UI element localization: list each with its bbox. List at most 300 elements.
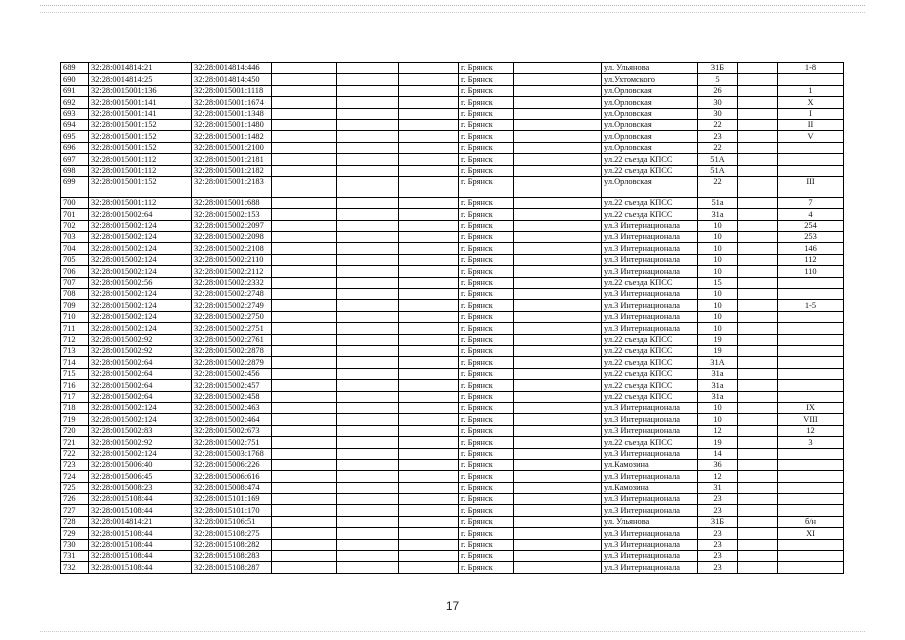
empty-cell: [738, 380, 778, 391]
object-cadastral-cell: 32:28:0015002:463: [192, 402, 272, 413]
house-number-cell: 12: [698, 425, 738, 436]
page-number: 17: [445, 599, 460, 613]
city-cell: г. Брянск: [459, 63, 514, 74]
empty-cell: [514, 232, 602, 243]
parcel-cadastral-cell: 32:28:0015002:92: [89, 334, 192, 345]
empty-cell: [272, 551, 337, 562]
street-cell: ул.3 Интернационала: [602, 323, 698, 334]
empty-cell: [337, 209, 399, 220]
table-row: [61, 209, 844, 220]
empty-cell: [399, 334, 459, 345]
city-cell: г. Брянск: [459, 516, 514, 527]
table-row: [61, 165, 844, 176]
empty-cell: [272, 142, 337, 153]
empty-cell: [337, 505, 399, 516]
street-cell: ул.Орловская: [602, 108, 698, 119]
empty-cell: [738, 165, 778, 176]
object-cadastral-cell: 32:28:0015002:2879: [192, 357, 272, 368]
row-number-cell: 705: [61, 254, 89, 265]
apartment-cell: [778, 391, 844, 402]
object-cadastral-cell: 32:28:0014814:446: [192, 63, 272, 74]
parcel-cadastral-cell: 32:28:0015001:141: [89, 108, 192, 119]
street-cell: ул.22 съезда КПСС: [602, 334, 698, 345]
apartment-cell: 1: [778, 85, 844, 96]
empty-cell: [514, 539, 602, 550]
parcel-cadastral-cell: 32:28:0015001:112: [89, 154, 192, 165]
empty-cell: [272, 243, 337, 254]
empty-cell: [514, 243, 602, 254]
street-cell: ул.22 съезда КПСС: [602, 277, 698, 288]
house-number-cell: 26: [698, 85, 738, 96]
house-number-cell: 23: [698, 505, 738, 516]
row-number-cell: 700: [61, 197, 89, 208]
empty-cell: [337, 197, 399, 208]
empty-cell: [399, 97, 459, 108]
table-row: [61, 119, 844, 130]
city-cell: г. Брянск: [459, 74, 514, 85]
parcel-cadastral-cell: 32:28:0015001:141: [89, 97, 192, 108]
empty-cell: [738, 209, 778, 220]
street-cell: ул.22 съезда КПСС: [602, 165, 698, 176]
empty-cell: [738, 154, 778, 165]
apartment-cell: [778, 368, 844, 379]
object-cadastral-cell: 32:28:0015108:283: [192, 551, 272, 562]
street-cell: ул.3 Интернационала: [602, 311, 698, 322]
street-cell: ул.22 съезда КПСС: [602, 391, 698, 402]
parcel-cadastral-cell: 32:28:0015002:92: [89, 345, 192, 356]
table-row: [61, 254, 844, 265]
city-cell: г. Брянск: [459, 209, 514, 220]
empty-cell: [738, 300, 778, 311]
object-cadastral-cell: 32:28:0015002:751: [192, 437, 272, 448]
object-cadastral-cell: 32:28:0015001:2181: [192, 154, 272, 165]
row-number-cell: 691: [61, 85, 89, 96]
empty-cell: [514, 516, 602, 527]
empty-cell: [738, 232, 778, 243]
object-cadastral-cell: 32:28:0015002:2110: [192, 254, 272, 265]
empty-cell: [514, 119, 602, 130]
empty-cell: [337, 357, 399, 368]
apartment-cell: [778, 482, 844, 493]
city-cell: г. Брянск: [459, 471, 514, 482]
house-number-cell: 31а: [698, 209, 738, 220]
table-row: [61, 391, 844, 402]
row-number-cell: 692: [61, 97, 89, 108]
city-cell: г. Брянск: [459, 562, 514, 573]
house-number-cell: 12: [698, 471, 738, 482]
city-cell: г. Брянск: [459, 300, 514, 311]
empty-cell: [337, 176, 399, 197]
table-row: [61, 289, 844, 300]
row-number-cell: 713: [61, 345, 89, 356]
street-cell: ул.22 съезда КПСС: [602, 345, 698, 356]
row-number-cell: 728: [61, 516, 89, 527]
empty-cell: [272, 459, 337, 470]
house-number-cell: 5: [698, 74, 738, 85]
apartment-cell: 146: [778, 243, 844, 254]
row-number-cell: 724: [61, 471, 89, 482]
parcel-cadastral-cell: 32:28:0015006:40: [89, 459, 192, 470]
table-row: [61, 505, 844, 516]
table-row: [61, 63, 844, 74]
house-number-cell: 31а: [698, 380, 738, 391]
street-cell: ул.Ухтомского: [602, 74, 698, 85]
table-row: [61, 142, 844, 153]
parcel-cadastral-cell: 32:28:0015002:64: [89, 209, 192, 220]
table-row: [61, 345, 844, 356]
street-cell: ул.22 съезда КПСС: [602, 437, 698, 448]
empty-cell: [738, 119, 778, 130]
house-number-cell: 23: [698, 562, 738, 573]
empty-cell: [738, 197, 778, 208]
empty-cell: [337, 63, 399, 74]
row-number-cell: 715: [61, 368, 89, 379]
row-number-cell: 727: [61, 505, 89, 516]
house-number-cell: 10: [698, 289, 738, 300]
empty-cell: [337, 516, 399, 527]
empty-cell: [272, 425, 337, 436]
parcel-cadastral-cell: 32:28:0014814:25: [89, 74, 192, 85]
street-cell: ул.3 Интернационала: [602, 528, 698, 539]
object-cadastral-cell: 32:28:0015002:2750: [192, 311, 272, 322]
parcel-cadastral-cell: 32:28:0015002:64: [89, 380, 192, 391]
object-cadastral-cell: 32:28:0015008:474: [192, 482, 272, 493]
row-number-cell: 712: [61, 334, 89, 345]
row-number-cell: 704: [61, 243, 89, 254]
empty-cell: [272, 176, 337, 197]
empty-cell: [399, 176, 459, 197]
apartment-cell: 253: [778, 232, 844, 243]
street-cell: ул.3 Интернационала: [602, 266, 698, 277]
empty-cell: [272, 131, 337, 142]
object-cadastral-cell: 32:28:0015002:456: [192, 368, 272, 379]
empty-cell: [738, 108, 778, 119]
apartment-cell: [778, 345, 844, 356]
apartment-cell: III: [778, 176, 844, 197]
street-cell: ул.Орловская: [602, 176, 698, 197]
apartment-cell: II: [778, 119, 844, 130]
empty-cell: [399, 74, 459, 85]
row-number-cell: 719: [61, 414, 89, 425]
empty-cell: [399, 63, 459, 74]
apartment-cell: 112: [778, 254, 844, 265]
empty-cell: [272, 402, 337, 413]
empty-cell: [399, 437, 459, 448]
apartment-cell: [778, 357, 844, 368]
empty-cell: [399, 154, 459, 165]
empty-cell: [272, 154, 337, 165]
row-number-cell: 732: [61, 562, 89, 573]
city-cell: г. Брянск: [459, 220, 514, 231]
row-number-cell: 694: [61, 119, 89, 130]
empty-cell: [514, 357, 602, 368]
object-cadastral-cell: 32:28:0015001:1118: [192, 85, 272, 96]
parcel-cadastral-cell: 32:28:0015002:124: [89, 402, 192, 413]
row-number-cell: 709: [61, 300, 89, 311]
object-cadastral-cell: 32:28:0015006:226: [192, 459, 272, 470]
empty-cell: [514, 323, 602, 334]
house-number-cell: 23: [698, 539, 738, 550]
apartment-cell: 254: [778, 220, 844, 231]
empty-cell: [514, 414, 602, 425]
house-number-cell: 31: [698, 482, 738, 493]
empty-cell: [272, 539, 337, 550]
empty-cell: [272, 562, 337, 573]
empty-cell: [399, 197, 459, 208]
empty-cell: [337, 154, 399, 165]
empty-cell: [738, 243, 778, 254]
empty-cell: [514, 254, 602, 265]
empty-cell: [337, 97, 399, 108]
empty-cell: [337, 368, 399, 379]
empty-cell: [337, 266, 399, 277]
empty-cell: [514, 131, 602, 142]
parcel-cadastral-cell: 32:28:0015008:23: [89, 482, 192, 493]
empty-cell: [399, 380, 459, 391]
street-cell: ул.3 Интернационала: [602, 539, 698, 550]
apartment-cell: [778, 459, 844, 470]
empty-cell: [272, 448, 337, 459]
empty-cell: [399, 85, 459, 96]
apartment-cell: 1-5: [778, 300, 844, 311]
empty-cell: [514, 425, 602, 436]
empty-cell: [738, 562, 778, 573]
empty-cell: [337, 448, 399, 459]
empty-cell: [514, 277, 602, 288]
street-cell: ул.22 съезда КПСС: [602, 380, 698, 391]
row-number-cell: 726: [61, 494, 89, 505]
empty-cell: [399, 311, 459, 322]
object-cadastral-cell: 32:28:0015002:2108: [192, 243, 272, 254]
object-cadastral-cell: 32:28:0015108:287: [192, 562, 272, 573]
parcel-cadastral-cell: 32:28:0015002:124: [89, 289, 192, 300]
empty-cell: [738, 254, 778, 265]
object-cadastral-cell: 32:28:0015002:2748: [192, 289, 272, 300]
empty-cell: [399, 368, 459, 379]
object-cadastral-cell: 32:28:0015006:616: [192, 471, 272, 482]
empty-cell: [399, 345, 459, 356]
empty-cell: [399, 357, 459, 368]
row-number-cell: 716: [61, 380, 89, 391]
street-cell: ул.Орловская: [602, 119, 698, 130]
object-cadastral-cell: 32:28:0015001:2182: [192, 165, 272, 176]
parcel-cadastral-cell: 32:28:0015001:112: [89, 197, 192, 208]
house-number-cell: 23: [698, 494, 738, 505]
object-cadastral-cell: 32:28:0015002:457: [192, 380, 272, 391]
empty-cell: [272, 528, 337, 539]
empty-cell: [272, 323, 337, 334]
empty-cell: [738, 414, 778, 425]
parcel-cadastral-cell: 32:28:0015108:44: [89, 494, 192, 505]
empty-cell: [738, 528, 778, 539]
street-cell: ул.3 Интернационала: [602, 551, 698, 562]
house-number-cell: 19: [698, 345, 738, 356]
street-cell: ул.3 Интернационала: [602, 471, 698, 482]
table-row: [61, 311, 844, 322]
city-cell: г. Брянск: [459, 494, 514, 505]
empty-cell: [514, 482, 602, 493]
house-number-cell: 14: [698, 448, 738, 459]
table-row: [61, 425, 844, 436]
empty-cell: [272, 505, 337, 516]
empty-cell: [272, 232, 337, 243]
empty-cell: [337, 551, 399, 562]
empty-cell: [514, 154, 602, 165]
apartment-cell: [778, 165, 844, 176]
apartment-cell: [778, 448, 844, 459]
empty-cell: [399, 131, 459, 142]
empty-cell: [337, 277, 399, 288]
house-number-cell: 10: [698, 414, 738, 425]
apartment-cell: [778, 380, 844, 391]
parcel-cadastral-cell: 32:28:0015002:124: [89, 254, 192, 265]
empty-cell: [738, 505, 778, 516]
empty-cell: [514, 209, 602, 220]
city-cell: г. Брянск: [459, 323, 514, 334]
street-cell: ул.Камозина: [602, 482, 698, 493]
street-cell: ул.3 Интернационала: [602, 289, 698, 300]
empty-cell: [272, 334, 337, 345]
empty-cell: [399, 516, 459, 527]
empty-cell: [738, 425, 778, 436]
empty-cell: [399, 551, 459, 562]
object-cadastral-cell: 32:28:0015108:282: [192, 539, 272, 550]
table-row: [61, 539, 844, 550]
house-number-cell: 31Б: [698, 63, 738, 74]
table-row: [61, 334, 844, 345]
empty-cell: [272, 380, 337, 391]
apartment-cell: 1-8: [778, 63, 844, 74]
city-cell: г. Брянск: [459, 528, 514, 539]
apartment-cell: б/н: [778, 516, 844, 527]
street-cell: ул.22 съезда КПСС: [602, 197, 698, 208]
empty-cell: [514, 289, 602, 300]
row-number-cell: 693: [61, 108, 89, 119]
parcel-cadastral-cell: 32:28:0015002:92: [89, 437, 192, 448]
empty-cell: [738, 539, 778, 550]
empty-cell: [337, 528, 399, 539]
empty-cell: [399, 277, 459, 288]
house-number-cell: 10: [698, 254, 738, 265]
city-cell: г. Брянск: [459, 482, 514, 493]
empty-cell: [514, 471, 602, 482]
empty-cell: [738, 357, 778, 368]
row-number-cell: 720: [61, 425, 89, 436]
apartment-cell: [778, 551, 844, 562]
row-number-cell: 718: [61, 402, 89, 413]
empty-cell: [337, 459, 399, 470]
empty-cell: [738, 494, 778, 505]
empty-cell: [738, 176, 778, 197]
empty-cell: [738, 334, 778, 345]
parcel-cadastral-cell: 32:28:0015001:152: [89, 131, 192, 142]
empty-cell: [337, 142, 399, 153]
empty-cell: [337, 131, 399, 142]
empty-cell: [514, 551, 602, 562]
apartment-cell: 3: [778, 437, 844, 448]
object-cadastral-cell: 32:28:0015106:51: [192, 516, 272, 527]
empty-cell: [399, 108, 459, 119]
row-number-cell: 703: [61, 232, 89, 243]
empty-cell: [399, 289, 459, 300]
street-cell: ул. Ульянова: [602, 63, 698, 74]
street-cell: ул.3 Интернационала: [602, 300, 698, 311]
empty-cell: [399, 471, 459, 482]
empty-cell: [337, 232, 399, 243]
empty-cell: [738, 459, 778, 470]
apartment-cell: V: [778, 131, 844, 142]
empty-cell: [514, 528, 602, 539]
parcel-cadastral-cell: 32:28:0015001:152: [89, 176, 192, 197]
empty-cell: [337, 425, 399, 436]
empty-cell: [272, 277, 337, 288]
apartment-cell: [778, 505, 844, 516]
empty-cell: [399, 243, 459, 254]
table-row: [61, 277, 844, 288]
object-cadastral-cell: 32:28:0015001:1480: [192, 119, 272, 130]
house-number-cell: 22: [698, 142, 738, 153]
empty-cell: [738, 142, 778, 153]
street-cell: ул.3 Интернационала: [602, 562, 698, 573]
object-cadastral-cell: 32:28:0015101:169: [192, 494, 272, 505]
empty-cell: [399, 142, 459, 153]
object-cadastral-cell: 32:28:0015108:275: [192, 528, 272, 539]
empty-cell: [514, 334, 602, 345]
empty-cell: [337, 391, 399, 402]
city-cell: г. Брянск: [459, 334, 514, 345]
empty-cell: [337, 471, 399, 482]
parcel-cadastral-cell: 32:28:0015001:152: [89, 142, 192, 153]
empty-cell: [337, 300, 399, 311]
house-number-cell: 10: [698, 243, 738, 254]
empty-cell: [514, 142, 602, 153]
empty-cell: [399, 254, 459, 265]
empty-cell: [738, 391, 778, 402]
house-number-cell: 22: [698, 176, 738, 197]
empty-cell: [337, 323, 399, 334]
city-cell: г. Брянск: [459, 131, 514, 142]
parcel-cadastral-cell: 32:28:0015001:112: [89, 165, 192, 176]
apartment-cell: [778, 323, 844, 334]
city-cell: г. Брянск: [459, 437, 514, 448]
empty-cell: [272, 437, 337, 448]
empty-cell: [272, 165, 337, 176]
parcel-cadastral-cell: 32:28:0015002:124: [89, 311, 192, 322]
empty-cell: [399, 562, 459, 573]
table-row: [61, 368, 844, 379]
city-cell: г. Брянск: [459, 119, 514, 130]
row-number-cell: 717: [61, 391, 89, 402]
table-row: [61, 471, 844, 482]
empty-cell: [272, 482, 337, 493]
parcel-cadastral-cell: 32:28:0015108:44: [89, 505, 192, 516]
empty-cell: [738, 402, 778, 413]
city-cell: г. Брянск: [459, 277, 514, 288]
parcel-cadastral-cell: 32:28:0015002:124: [89, 448, 192, 459]
empty-cell: [337, 482, 399, 493]
empty-cell: [399, 459, 459, 470]
object-cadastral-cell: 32:28:0015002:2751: [192, 323, 272, 334]
empty-cell: [337, 402, 399, 413]
empty-cell: [738, 471, 778, 482]
empty-cell: [514, 459, 602, 470]
empty-cell: [514, 402, 602, 413]
city-cell: г. Брянск: [459, 97, 514, 108]
city-cell: г. Брянск: [459, 391, 514, 402]
empty-cell: [337, 108, 399, 119]
empty-cell: [272, 494, 337, 505]
empty-cell: [399, 425, 459, 436]
